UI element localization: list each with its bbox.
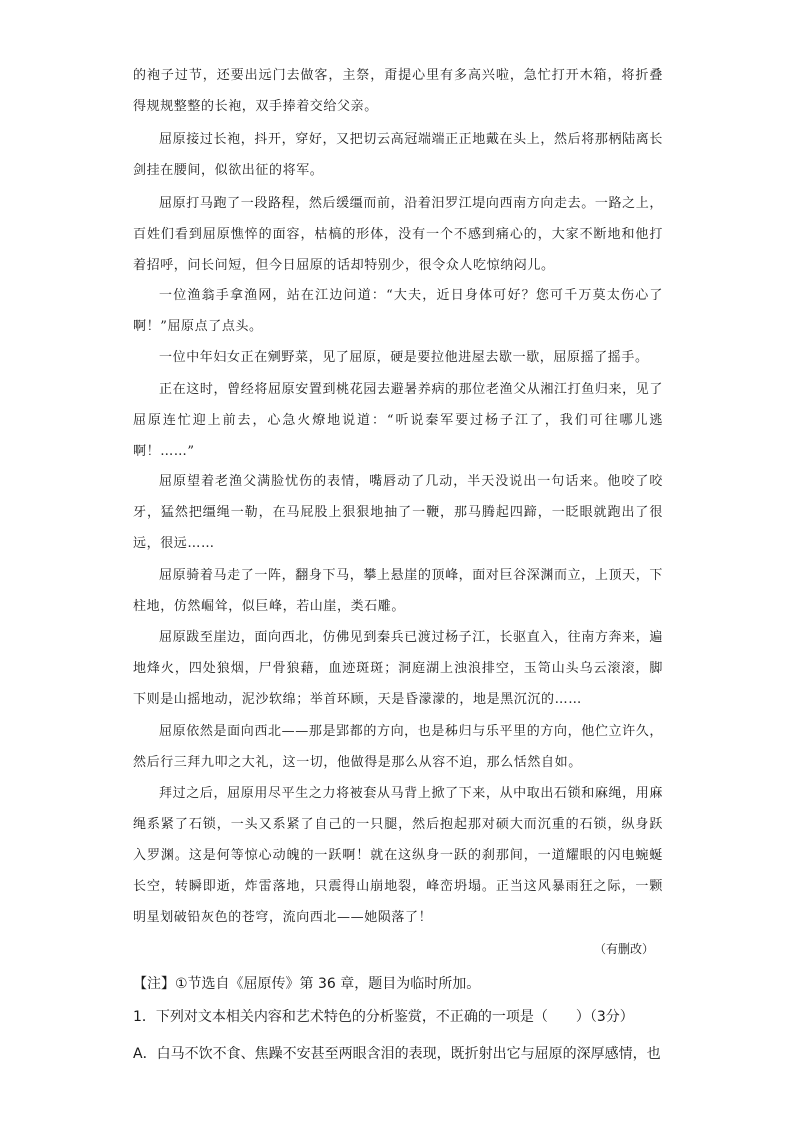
paragraph-9: 屈原跋至崖边，面向西北，仿佛见到秦兵已渡过杨子江，长驱直入，往南方奔来，遍地烽火，四处狼烟，尸骨狼藉，血迹斑斑；洞庭湖上浊浪排空，玉笥山头乌云滚滚，脚下则是山摇地动，泥沙软绵；举首环顾，天是昏濛濛的，地是黑沉沉的……: [133, 630, 663, 707]
paragraph-4: 一位渔翁手拿渔网，站在江边问道：“大夫，近日身体可好？您可千万莫太伤心了啊！”屈原点了点头。: [133, 288, 663, 334]
paragraph-2: 屈原接过长袍，抖开，穿好，又把切云高冠端端正正地戴在头上，然后将那柄陆离长剑挂在腰间，似欲出征的将军。: [133, 132, 663, 178]
paragraph-8: 屈原骑着马走了一阵，翻身下马，攀上悬崖的顶峰，面对巨谷深渊而立，上顶天，下柱地，仿然崛耸，似巨峰，若山崖，类石雕。: [133, 568, 663, 614]
paragraph-6: 正在这时，曾经将屈原安置到桃花园去避暑养病的那位老渔父从湘江打鱼归来，见了屈原连忙迎上前去，心急火燎地说道：“听说秦军要过杨子江了，我们可往哪儿逃啊！……”: [133, 382, 663, 459]
question-1-option-a: A．白马不饮不食、焦躁不安甚至两眼含泪的表现，既折射出它与屈原的深厚感情，也: [133, 1046, 661, 1062]
source-note: （有删改）: [593, 942, 654, 956]
paragraph-3: 屈原打马跑了一段路程，然后缓缰而前，沿着汨罗江堤向西南方向走去。一路之上，百姓们看到屈原憔悴的面容，枯槁的形体，没有一个不感到痛心的，大家不断地和他打着招呼，问长问短，但今日屈原的话却特别少，很令众人吃惊纳闷儿。: [133, 196, 663, 273]
paragraph-10: 屈原依然是面向西北——那是郢都的方向，也是秭归与乐平里的方向，他伫立许久，然后行三拜九叩之大礼，这一切，他做得是那么从容不迫，那么恬然自如。: [133, 724, 663, 770]
footnote: 【注】①节选自《屈原传》第 36 章，题目为临时所加。: [133, 976, 481, 992]
paragraph-11: 拜过之后，屈原用尽平生之力将被套从马背上掀了下来，从中取出石锁和麻绳，用麻绳系紧了石锁，一头又系紧了自己的一只腿，然后抱起那对硕大而沉重的石锁，纵身跃入罗渊。这是何等惊心动魄的一跃啊！就在这纵身一跃的刹那间，一道耀眼的闪电蜿蜒长空，转瞬即逝，炸雷落地，只震得山崩地裂，峰峦坍塌。正当这风暴雨狂之际，一颗明星划破铅灰色的苍穹，流向西北——她陨落了！: [133, 786, 663, 925]
question-1: 1．下列对文本相关内容和艺术特色的分析鉴赏，不正确的一项是（ ）（3分）: [133, 1009, 634, 1025]
paragraph-7: 屈原望着老渔父满脸忧伤的表情，嘴唇动了几动，半天没说出一句话来。他咬了咬牙，猛然把缰绳一勒，在马屁股上狠狠地抽了一鞭，那马腾起四蹄，一眨眼就跑出了很远，很远……: [133, 474, 663, 551]
paragraph-5: 一位中年妇女正在剜野菜，见了屈原，硬是要拉他进屋去歇一歇，屈原摇了摇手。: [159, 350, 649, 365]
paragraph-1: 的袍子过节，还要出远门去做客，主祭，甭提心里有多高兴啦，急忙打开木箱，将折叠得规规整整的长袍，双手捧着交给父亲。: [133, 68, 663, 114]
